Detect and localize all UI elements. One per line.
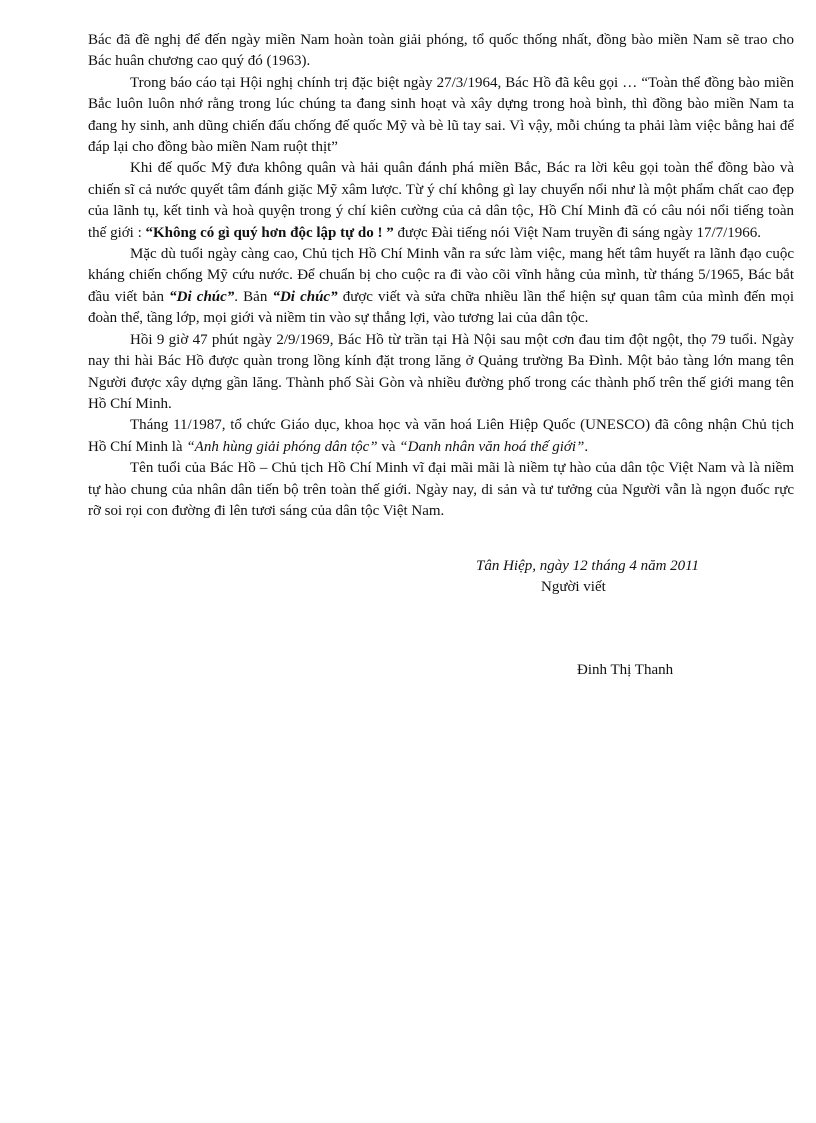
paragraph-text: Hồi 9 giờ 47 phút ngày 2/9/1969, Bác Hồ từ trần tại Hà Nội sau một cơn đau tim đột ngột, thọ 79 tuổi. Ngày nay thi hài Bác Hồ được quàn trong lồng kính đặt trong lăng ở Quảng trường Ba Đình. Một bảo tàng lớn mang tên Người được xây dựng gần lăng. Thành phố Sài Gòn và nhiều đường phố trong các thành phố trên thế giới mang tên Hồ Chí Minh. [88, 331, 794, 412]
document-body [88, 30, 794, 522]
paragraph-text: Tên tuổi của Bác Hồ – Chủ tịch Hồ Chí Minh vĩ đại mãi mãi là niềm tự hào của dân tộc Việt Nam và là niềm tự hào chung của nhân dân tiến bộ trên toàn thế giới. Ngày nay, di sản và tư tưởng của Người vẫn là ngọn đuốc rực rỡ soi rọi con đường đi lên tươi sáng của dân tộc Việt Nam. [88, 460, 794, 519]
paragraph [88, 415, 794, 458]
author-name: Đinh Thị Thanh [577, 662, 674, 678]
italic-quote: “Anh hùng giải phóng dân tộc” [186, 438, 378, 455]
paragraph-text: Tháng 11/1987, tổ chức Giáo dục, khoa học và văn hoá Liên Hiệp Quốc (UNESCO) đã công nhận Chủ tịch Hồ Chí Minh là [88, 417, 794, 455]
paragraph [88, 330, 794, 416]
paragraph-text: Bác đã đề nghị để đến ngày miền Nam hoàn toàn giải phóng, tổ quốc thống nhất, đồng bào miền Nam sẽ trao cho Bác huân chương cao quý đó (1963). [88, 32, 794, 70]
paragraph-text: Mặc dù tuổi ngày càng cao, Chủ tịch Hồ Chí Minh vẫn ra sức làm việc, mang hết tâm huyết ra lãnh đạo cuộc kháng chiến chống Mỹ cứu nước. Để chuẩn bị cho cuộc ra đi vào cõi vĩnh hằng của mình, từ tháng 5/1965, Bác bắt đầu viết bản [88, 246, 794, 305]
paragraph-text: Trong báo cáo tại Hội nghị chính trị đặc biệt ngày 27/3/1964, Bác Hồ đã kêu gọi … “Toàn thể đồng bào miền Bắc luôn luôn nhớ rằng trong lúc chúng ta đang sinh hoạt và xây dựng trong hoà bình, thì đồng bào miền Nam ta đang hy sinh, anh dũng chiến đấu chống đế quốc Mỹ và bè lũ tay sai. Vì vậy, mỗi chúng ta phải làm việc bằng hai để đáp lại cho đồng bào miền Nam ruột thịt” [88, 74, 794, 156]
bold-quote: “Không có gì quý hơn độc lập tự do ! ” [145, 224, 394, 241]
paragraph-text: Khi đế quốc Mỹ đưa không quân và hải quân đánh phá miền Bắc, Bác ra lời kêu gọi toàn thể đồng bào và chiến sĩ cả nước quyết tâm đánh giặc Mỹ xâm lược. Từ ý chí không gì lay chuyển nổi như là một phẩm chất cao đẹp của lãnh tụ, kết tinh và hoà quyện trong ý chí kiên cường của cả dân tộc, Hồ Chí Minh đã có câu nói nổi tiếng toàn thế giới : [88, 160, 794, 241]
paragraph-text: được viết và sửa chữa nhiều lần thể hiện sự quan tâm của mình đến mọi đoàn thể, tầng lớp, mọi giới và niềm tin vào sự thắng lợi, vào tương lai của dân tộc. [88, 288, 794, 327]
paragraph-text: và [377, 438, 400, 455]
paragraph-text: . [584, 438, 589, 455]
place-date: Tân Hiệp, ngày 12 tháng 4 năm 2011 [476, 558, 700, 574]
paragraph [88, 458, 794, 522]
paragraph-text: được Đài tiếng nói Việt Nam truyền đi sáng ngày 17/7/1966. [393, 224, 762, 241]
paragraph-text: . Bản [234, 288, 273, 305]
paragraph [88, 73, 794, 159]
author-label: Người viết [541, 579, 606, 595]
paragraph [88, 158, 794, 244]
paragraph [88, 30, 794, 73]
paragraph [88, 244, 794, 330]
italic-quote: “Danh nhân văn hoá thế giới” [399, 438, 585, 455]
bold-italic-title: “Di chúc” [272, 288, 338, 305]
bold-italic-title: “Di chúc” [169, 288, 235, 305]
